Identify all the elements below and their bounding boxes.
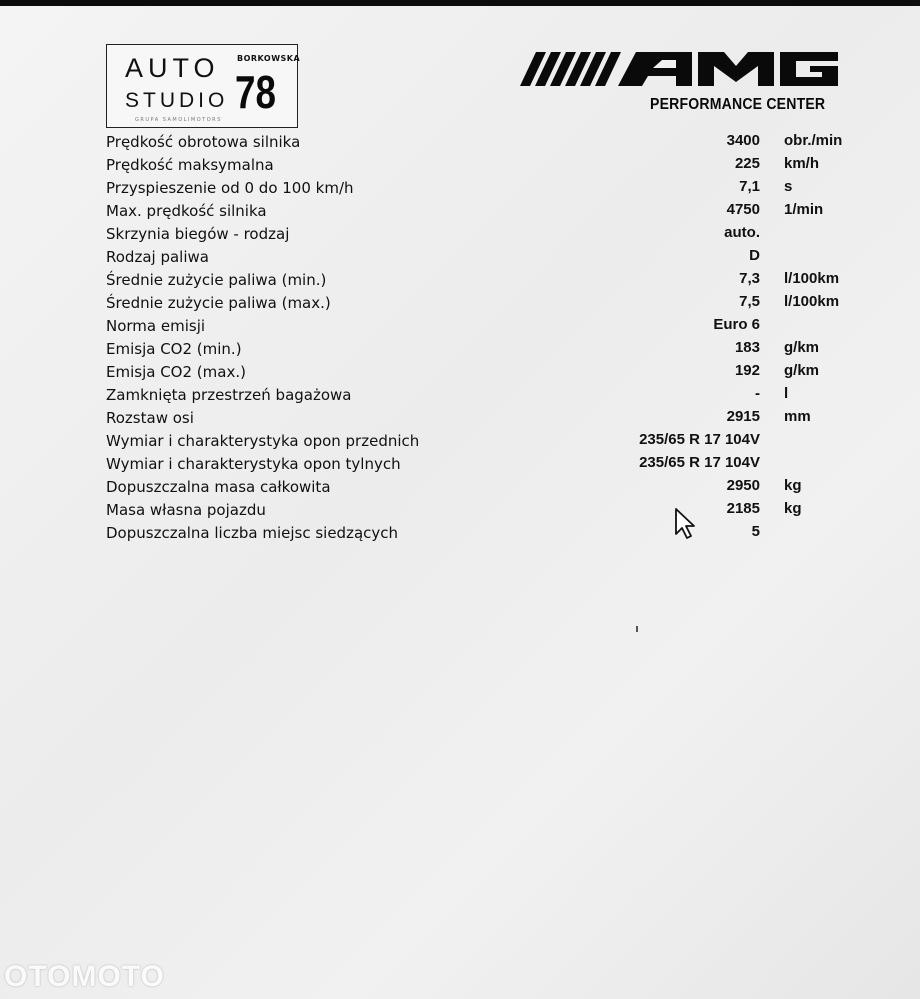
logo-tagline: GRUPA SAMOLIMOTORS [135,117,222,123]
spec-value: 2915 [726,408,760,425]
spec-label: Wymiar i charakterystyka opon przednich [106,432,420,450]
spec-unit: mm [784,408,811,425]
spec-unit: g/km [784,362,820,379]
spec-value: D [749,247,760,264]
spec-unit: s [784,178,793,195]
spec-row [0,177,920,200]
spec-row [0,315,920,338]
spec-row [0,384,920,407]
spec-unit: l/100km [784,270,840,287]
spec-row [0,200,920,223]
spec-row [0,361,920,384]
spec-value: 192 [734,362,760,379]
spec-unit: kg [784,500,802,517]
spec-unit: obr./min [784,132,843,149]
spec-row [0,246,920,269]
logo-line-auto: AUTO [125,53,220,83]
spec-value: 235/65 R 17 104V [639,454,760,471]
spec-value: auto. [724,224,760,241]
spec-row [0,430,920,453]
spec-row [0,223,920,246]
spec-value: 7,3 [739,270,760,287]
otomoto-watermark: OTOMOTO [4,960,165,993]
spec-label: Emisja CO2 (min.) [106,340,242,358]
spec-unit: 1/min [784,201,824,218]
spec-value: 3400 [726,132,760,149]
spec-unit: l [784,385,789,402]
spec-row [0,131,920,154]
spec-row [0,154,920,177]
spec-label: Max. prędkość silnika [106,202,267,220]
spec-label: Przyspieszenie od 0 do 100 km/h [106,179,354,197]
spec-value: 225 [734,155,760,172]
spec-row [0,499,920,522]
spec-label: Dopuszczalna liczba miejsc siedzących [106,524,399,542]
spec-label: Skrzynia biegów - rodzaj [106,225,290,243]
mouse-pointer-icon [674,508,696,540]
spec-label: Norma emisji [106,317,206,335]
auto-studio-logo [106,44,301,128]
spec-unit: kg [784,477,802,494]
spec-value: 7,5 [739,293,760,310]
spec-row [0,407,920,430]
spec-label: Dopuszczalna masa całkowita [106,478,331,496]
spec-value: 5 [751,523,760,540]
top-edge-bar [0,0,920,6]
spec-value: 235/65 R 17 104V [639,431,760,448]
spec-label: Wymiar i charakterystyka opon tylnych [106,455,401,473]
spec-label: Prędkość obrotowa silnika [106,133,301,151]
spec-label: Prędkość maksymalna [106,156,274,174]
spec-value: 2185 [726,500,760,517]
amg-logo [520,52,838,86]
spec-row [0,522,920,545]
spec-table [0,131,920,545]
spec-unit: l/100km [784,293,840,310]
spec-value: 7,1 [739,178,760,195]
logo-number: 78 [235,66,276,118]
spec-row [0,269,920,292]
spec-value: Euro 6 [713,316,760,333]
spec-label: Średnie zużycie paliwa (max.) [106,294,331,312]
spec-value: - [755,385,760,402]
amg-subtitle: PERFORMANCE CENTER [650,96,826,113]
spec-value: 183 [734,339,760,356]
spec-value: 4750 [726,201,760,218]
spec-label: Zamknięta przestrzeń bagażowa [106,386,352,404]
spec-row [0,476,920,499]
spec-label: Rodzaj paliwa [106,248,209,266]
spec-label: Rozstaw osi [106,409,194,427]
spec-value: 2950 [726,477,760,494]
spec-row [0,338,920,361]
spec-row [0,453,920,476]
logo-line-studio: STUDIO [125,89,229,112]
spec-label: Masa własna pojazdu [106,501,266,519]
spec-row [0,292,920,315]
spec-label: Emisja CO2 (max.) [106,363,246,381]
logo-street: BORKOWSKA [237,54,301,63]
spec-label: Średnie zużycie paliwa (min.) [106,271,327,289]
scan-speck [636,626,638,632]
spec-unit: g/km [784,339,820,356]
spec-unit: km/h [784,155,820,172]
